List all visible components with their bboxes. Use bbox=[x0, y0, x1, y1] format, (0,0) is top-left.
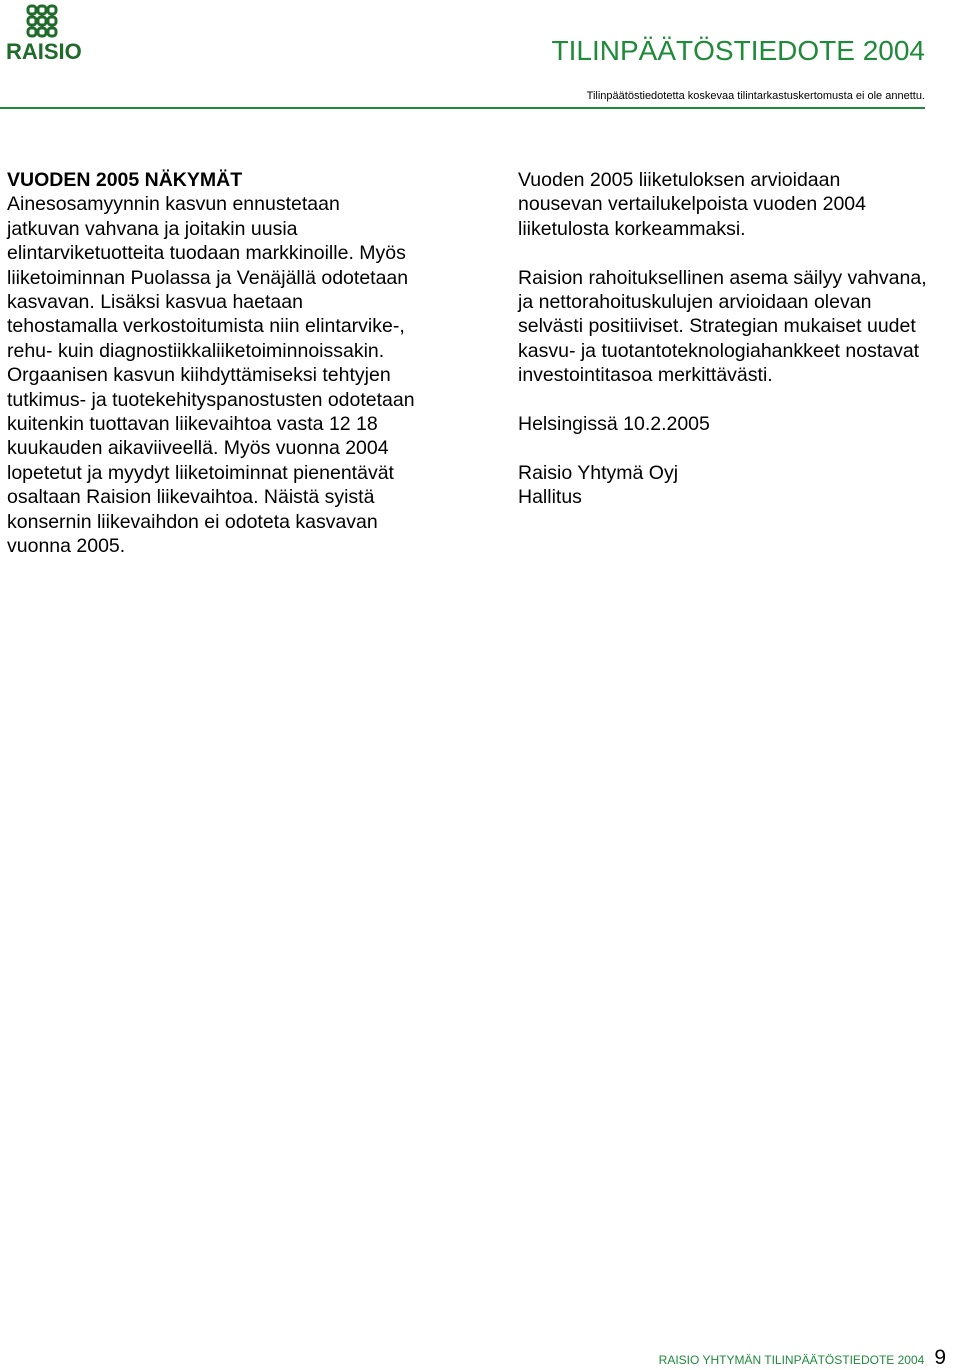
document-title: TILINPÄÄTÖSTIEDOTE 2004 bbox=[551, 35, 925, 66]
audit-note: Tilinpäätöstiedotetta koskevaa tilintarkastuskertomusta ei ole annettu. bbox=[586, 90, 925, 102]
header-divider bbox=[0, 107, 925, 109]
company-name: Raisio Yhtymä Oyj bbox=[518, 461, 679, 484]
raisio-logo bbox=[6, 4, 82, 64]
financing-line: kasvu- ja tuotantoteknologiahankkeet nostavat bbox=[518, 339, 920, 362]
board-signature: Hallitus bbox=[518, 486, 582, 509]
right-column bbox=[518, 168, 958, 510]
body-line: lopetetut ja myydyt liiketoiminnat pienentävät bbox=[7, 461, 394, 484]
body-line: kuukauden aikaviiveellä. Myös vuonna 2004 bbox=[7, 437, 389, 460]
financing-line: selvästi positiiviset. Strategian mukaiset uudet bbox=[518, 315, 916, 338]
left-column bbox=[7, 168, 462, 559]
page-number: 9 bbox=[934, 1346, 946, 1369]
body-line: kasvavan. Lisäksi kasvua haetaan bbox=[7, 291, 303, 314]
body-line: osaltaan Raision liikevaihtoa. Näistä syistä bbox=[7, 486, 375, 509]
paragraph-gap bbox=[518, 388, 958, 412]
body-line: Orgaanisen kasvun kiihdyttämiseksi tehtyjen bbox=[7, 364, 391, 387]
footer-title: RAISIO YHTYMÄN TILINPÄÄTÖSTIEDOTE 2004 bbox=[658, 1353, 925, 1367]
outlook-result-line: Vuoden 2005 liiketuloksen arvioidaan bbox=[518, 169, 841, 191]
raisio-logo-icon bbox=[25, 4, 59, 38]
body-line: liiketoiminnan Puolassa ja Venäjällä odotetaan bbox=[7, 266, 409, 289]
logo-wordmark: RAISIO bbox=[6, 39, 82, 64]
financing-line: ja nettorahoituskulujen arvioidaan olevan bbox=[518, 291, 872, 314]
body-line: jatkuvan vahvana ja joitakin uusia bbox=[7, 217, 298, 240]
body-line: konsernin liikevaihdon ei odoteta kasvavan bbox=[7, 510, 378, 533]
financing-line: investointitasoa merkittävästi. bbox=[518, 364, 773, 387]
outlook-result-line: nousevan vertailukelpoista vuoden 2004 bbox=[518, 193, 867, 216]
body-line: elintarviketuotteita tuodaan markkinoille. Myös bbox=[7, 242, 406, 265]
body-line: vuonna 2005. bbox=[7, 535, 126, 558]
body-line: tutkimus- ja tuotekehityspanostusten odotetaan bbox=[7, 388, 415, 411]
body-line: rehu- kuin diagnostiikkaliiketoiminnoissakin. bbox=[7, 339, 385, 362]
place-date: Helsingissä 10.2.2005 bbox=[518, 413, 710, 436]
page-footer bbox=[659, 1346, 946, 1370]
paragraph-gap bbox=[518, 436, 958, 460]
paragraph-gap bbox=[518, 241, 958, 265]
financing-line: Raision rahoituksellinen asema säilyy vahvana, bbox=[518, 266, 927, 289]
body-line: tehostamalla verkostoitumista niin elintarvike-, bbox=[7, 315, 405, 338]
body-line: kuitenkin tuottavan liikevaihtoa vasta 12 18 bbox=[7, 413, 378, 436]
section-heading: VUODEN 2005 NÄKYMÄT bbox=[7, 169, 243, 191]
body-line: Ainesosamyynnin kasvun ennustetaan bbox=[7, 193, 340, 216]
outlook-result-line: liiketulosta korkeammaksi. bbox=[518, 217, 746, 240]
